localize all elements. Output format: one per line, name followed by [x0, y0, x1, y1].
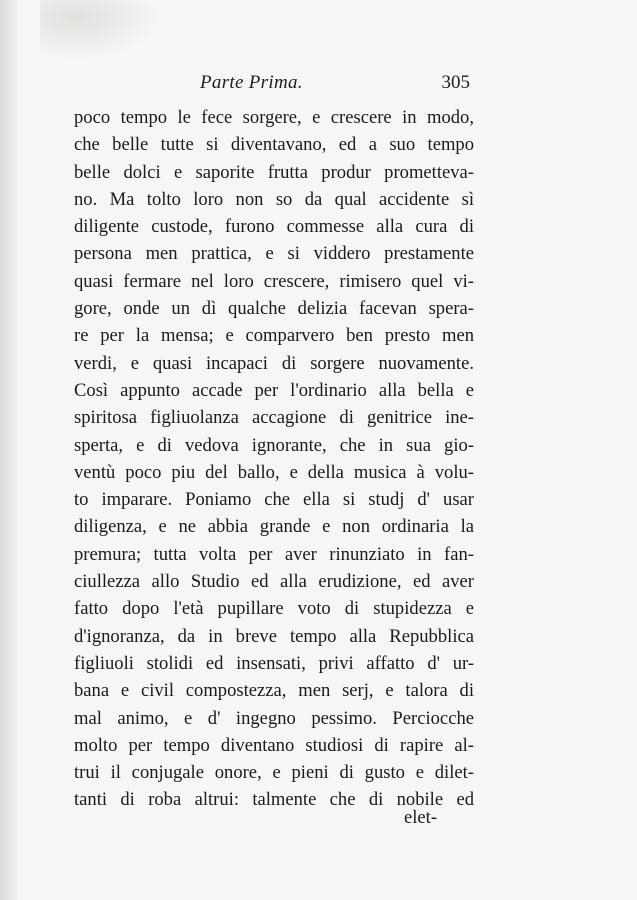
text-line: ventù poco piu del ballo, e della musica à volu-: [74, 461, 474, 483]
running-title: Parte Prima.: [200, 72, 303, 93]
text-line: no. Ma tolto loro non so da qual accidente sì: [74, 188, 474, 210]
text-line: figliuoli stolidi ed insensati, privi affatto d' ur-: [74, 652, 474, 674]
text-line: Così appunto accade per l'ordinario alla bella e: [74, 379, 474, 401]
text-line: quasi fermare nel loro crescere, rimisero quel vi-: [74, 270, 474, 292]
text-line: diligenza, e ne abbia grande e non ordinaria la: [74, 516, 474, 538]
body-text: [74, 104, 474, 814]
page-header: [200, 72, 470, 102]
page-binding-shadow: [0, 0, 18, 900]
text-line: tanti di roba altrui: talmente che di nobile ed: [74, 789, 474, 811]
text-line: re per la mensa; e comparvero ben presto men: [74, 325, 474, 347]
text-line: mal animo, e d' ingegno pessimo. Perciocche: [74, 707, 474, 729]
text-line: che belle tutte si diventavano, ed a suo tempo: [74, 134, 474, 156]
text-line: gore, onde un dì qualche delizia facevan spera-: [74, 298, 474, 320]
text-line: persona men prattica, e si viddero prestamente: [74, 243, 474, 265]
text-line: bana e civil compostezza, men serj, e talora di: [74, 680, 474, 702]
text-line: diligente custode, furono commesse alla cura di: [74, 216, 474, 238]
text-line: d'ignoranza, da in breve tempo alla Repubblica: [74, 625, 474, 647]
text-line: premura; tutta volta per aver rinunziato in fan-: [74, 543, 474, 565]
text-line: belle dolci e saporite frutta produr prometteva-: [74, 161, 474, 183]
text-line: trui il conjugale onore, e pieni di gusto e dilet-: [74, 762, 474, 784]
text-line: verdi, e quasi incapaci di sorgere nuovamente.: [74, 352, 474, 374]
text-line: fatto dopo l'età pupillare voto di stupidezza e: [74, 598, 474, 620]
text-line: to imparare. Poniamo che ella si studj d' usar: [74, 489, 474, 511]
text-line: sperta, e di vedova ignorante, che in sua gio-: [74, 434, 474, 456]
text-line: ciullezza allo Studio ed alla erudizione, ed aver: [74, 571, 474, 593]
text-line: poco tempo le fece sorgere, e crescere in modo,: [74, 107, 474, 128]
catchword: elet-: [404, 807, 438, 828]
paper-stain: [40, 0, 160, 60]
page-number: 305: [441, 72, 470, 93]
text-line: molto per tempo diventano studiosi di rapire al-: [74, 734, 474, 756]
text-line: spiritosa figliuolanza accagione di genitrice ine-: [74, 407, 474, 429]
